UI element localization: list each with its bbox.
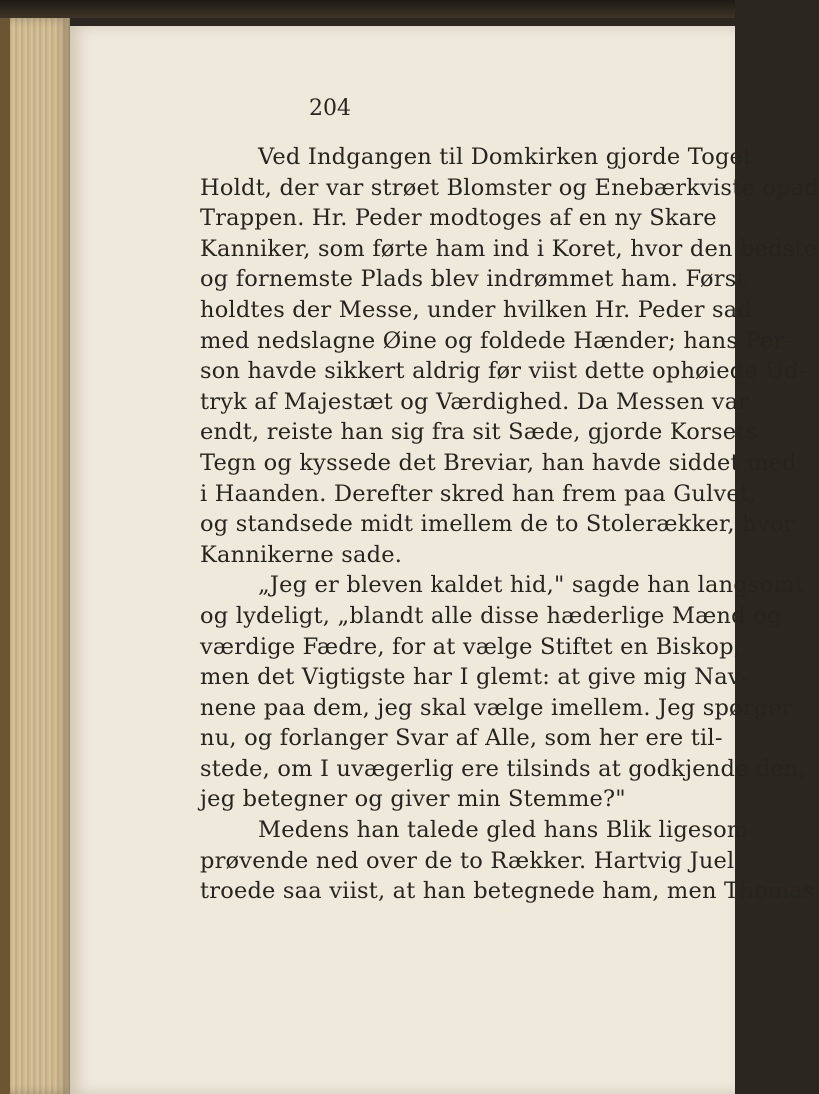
text-line: og standsede midt imellem de to Stolerækker, hvor <box>200 511 795 538</box>
book-cover-edge <box>0 18 10 1094</box>
text-line: Medens han talede gled hans Blik ligesom <box>258 817 749 844</box>
text-line: tryk af Majestæt og Værdighed. Da Messen var <box>200 388 750 415</box>
text-line: Kannikerne sade. <box>200 541 403 568</box>
book-page <box>70 26 819 1094</box>
text-line: „Jeg er bleven kaldet hid," sagde han langsomt <box>258 572 805 599</box>
text-line: prøvende ned over de to Rækker. Hartvig Juel <box>200 847 735 874</box>
background-strip <box>0 0 735 18</box>
text-line: Kanniker, som førte ham ind i Koret, hvor den bedste <box>200 235 818 262</box>
text-line: Ved Indgangen til Domkirken gjorde Toget <box>258 144 753 170</box>
text-line: troede saa viist, at han betegnede ham, men Thomas <box>200 878 815 905</box>
text-line: værdige Fædre, for at vælge Stiftet en Biskop, <box>200 633 742 660</box>
body-text <box>200 142 819 907</box>
text-line: stede, om I uvægerlig ere tilsinds at godkjende den, <box>200 755 807 782</box>
text-line: Tegn og kyssede det Breviar, han havde siddet med <box>200 449 797 476</box>
page-number: 204 <box>309 96 351 121</box>
text-line: Holdt, der var strøet Blomster og Enebærkviste opad <box>200 174 819 201</box>
text-line: og lydeligt, „blandt alle disse hæderlige Mænd og <box>200 602 782 629</box>
text-line: nu, og forlanger Svar af Alle, som her ere til- <box>200 725 723 752</box>
book-page-edges <box>0 18 70 1094</box>
text-line: i Haanden. Derefter skred han frem paa Gulvet, <box>200 480 757 507</box>
text-line: og fornemste Plads blev indrømmet ham. Først <box>200 266 746 293</box>
text-line: holdtes der Messe, under hvilken Hr. Peder sad <box>200 296 753 323</box>
text-line: nene paa dem, jeg skal vælge imellem. Jeg spørger <box>200 694 793 721</box>
text-line: jeg betegner og giver min Stemme?" <box>200 786 626 813</box>
text-line: son havde sikkert aldrig før viist dette ophøiede Ud- <box>200 358 807 385</box>
text-line: Trappen. Hr. Peder modtoges af en ny Skare <box>200 205 717 232</box>
text-line: endt, reiste han sig fra sit Sæde, gjorde Korsets <box>200 419 758 446</box>
text-line: men det Vigtigste har I glemt: at give mig Nav- <box>200 664 749 691</box>
text-line: med nedslagne Øine og foldede Hænder; hans Per- <box>200 327 793 354</box>
